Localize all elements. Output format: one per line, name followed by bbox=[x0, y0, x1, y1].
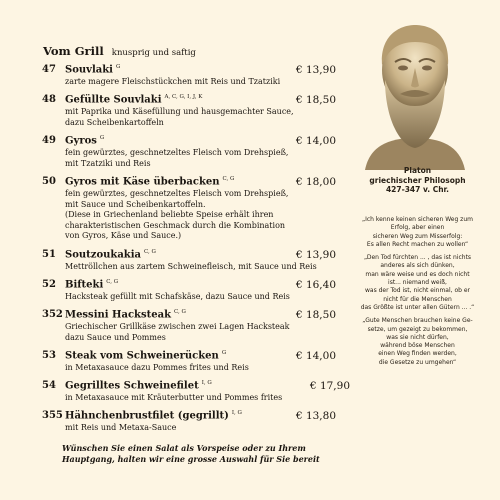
quote: „Ich kenne keinen sicheren Weg zum Erfolg, aber einen sicheren Weg zum Misserfolg: Es allen Recht machen zu wollen“ bbox=[362, 216, 473, 248]
item-price: € 13,90 bbox=[295, 249, 336, 261]
item-number: 352 bbox=[42, 309, 63, 320]
portrait-caption: Platon griechischer Philosoph 427-347 v. Chr. bbox=[369, 166, 466, 194]
item-description: Hacksteak gefüllt mit Schafskäse, dazu Sauce und Reis bbox=[65, 292, 290, 301]
item-description: fein gewürztes, geschnetzeltes Fleisch vom Drehspieß, mit Sauce und Scheibenkartoffeln. (Diese in Griechenland beliebte Speise erhält ihren charakteristischen Geschmack durch die Kombination von Gyros, Käse und Sauce.) bbox=[65, 189, 289, 240]
item-description: mit Paprika und Käsefüllung und hausgemachter Sauce, dazu Scheibenkartoffeln bbox=[65, 107, 294, 127]
menu-item bbox=[42, 64, 336, 88]
section-header bbox=[43, 40, 196, 59]
quote: „Den Tod fürchten ... , das ist nichts anderes als sich dünken, man wäre weise und es doch nicht ist... niemand weiß, was der Tod ist, nicht einmal, ob er nicht für die Menschen das Größte ist unter allen Gütern ... .“ bbox=[360, 254, 475, 311]
menu-item bbox=[42, 410, 336, 434]
item-description: fein gewürztes, geschnetzeltes Fleisch vom Drehspieß, mit Tzatziki und Reis bbox=[65, 148, 289, 168]
item-allergens: C, G bbox=[174, 309, 186, 315]
quote: „Gute Menschen brauchen keine Ge- setze, um gezeigt zu bekommen, was sie nicht dürfen, während böse Menschen einen Weg finden werden, die Gesetze zu umgehen“ bbox=[362, 317, 473, 366]
item-number: 49 bbox=[42, 135, 56, 146]
menu-item bbox=[42, 380, 350, 404]
item-description: mit Reis und Metaxa-Sauce bbox=[65, 423, 177, 432]
section-title: Vom Grill bbox=[43, 44, 104, 58]
item-allergens: G bbox=[99, 135, 105, 141]
item-number: 355 bbox=[42, 410, 63, 421]
item-description: zarte magere Fleischstückchen mit Reis und Tzatziki bbox=[65, 77, 281, 86]
item-price: € 18,00 bbox=[295, 176, 336, 188]
item-description: Griechischer Grillkäse zwischen zwei Lagen Hacksteak dazu Sauce und Pommes bbox=[65, 322, 290, 342]
menu-item bbox=[42, 135, 336, 169]
item-description: in Metaxasauce dazu Pommes frites und Reis bbox=[65, 363, 249, 372]
item-price: € 14,00 bbox=[295, 350, 336, 362]
menu-item bbox=[42, 309, 336, 343]
menu-item bbox=[42, 94, 336, 128]
item-allergens: A, C, G, I, J, K bbox=[164, 94, 203, 100]
section-subtitle: knusprig und saftig bbox=[111, 48, 196, 58]
item-price: € 18,50 bbox=[295, 94, 336, 106]
item-price: € 18,50 bbox=[295, 309, 336, 321]
footer-note: Wünschen Sie einen Salat als Vorspeise oder zu Ihrem Hauptgang, halten wir eine grosse Auswahl für Sie bereit bbox=[62, 443, 320, 464]
item-number: 47 bbox=[42, 64, 56, 75]
menu-item bbox=[42, 350, 336, 374]
item-price: € 17,90 bbox=[309, 380, 350, 392]
item-name: Souvlaki $^G$ bbox=[65, 64, 121, 76]
item-number: 51 bbox=[42, 249, 56, 260]
item-price: € 13,80 bbox=[295, 410, 336, 422]
item-name: Gegrilltes Schweinefilet $^{I, G}$ bbox=[65, 380, 212, 392]
plato-bust-icon bbox=[360, 20, 470, 170]
menu-item bbox=[42, 279, 336, 303]
item-allergens: C, G bbox=[144, 249, 156, 255]
item-name: Messini Hacksteak $^{C, G}$ bbox=[65, 309, 186, 321]
item-allergens: I, G bbox=[231, 410, 242, 416]
item-number: 48 bbox=[42, 94, 56, 105]
item-name: Soutzoukakia $^{C, G}$ bbox=[65, 249, 156, 261]
menu-item bbox=[42, 176, 336, 242]
item-name: Gyros $^G$ bbox=[65, 135, 105, 147]
item-description: in Metaxasauce mit Kräuterbutter und Pommes frites bbox=[65, 393, 283, 402]
item-name: Steak vom Schweinerücken $^G$ bbox=[65, 350, 227, 362]
item-allergens: I, G bbox=[201, 380, 212, 386]
item-number: 53 bbox=[42, 350, 56, 361]
item-name: Gyros mit Käse überbacken $^{C, G}$ bbox=[65, 176, 235, 188]
item-price: € 14,00 bbox=[295, 135, 336, 147]
item-allergens: C, G bbox=[106, 279, 119, 285]
item-name: Gefüllte Souvlaki $^{A, C, G, I, J, K}$ bbox=[65, 94, 203, 106]
item-number: 54 bbox=[42, 380, 56, 391]
menu-item bbox=[42, 249, 336, 273]
item-description: Mettröllchen aus zartem Schweinefleisch, mit Sauce und Reis bbox=[65, 262, 317, 271]
item-number: 52 bbox=[42, 279, 56, 290]
item-price: € 13,90 bbox=[295, 64, 336, 76]
quotes-block bbox=[345, 216, 490, 372]
item-name: Hähnchenbrustfilet (gegrillt) $^{I, G}$ bbox=[65, 410, 242, 422]
item-number: 50 bbox=[42, 176, 56, 187]
item-allergens: C, G bbox=[222, 176, 235, 182]
item-name: Bifteki $^{C, G}$ bbox=[65, 279, 119, 291]
item-price: € 16,40 bbox=[295, 279, 336, 291]
item-allergens: G bbox=[115, 64, 121, 70]
item-allergens: G bbox=[221, 350, 227, 356]
